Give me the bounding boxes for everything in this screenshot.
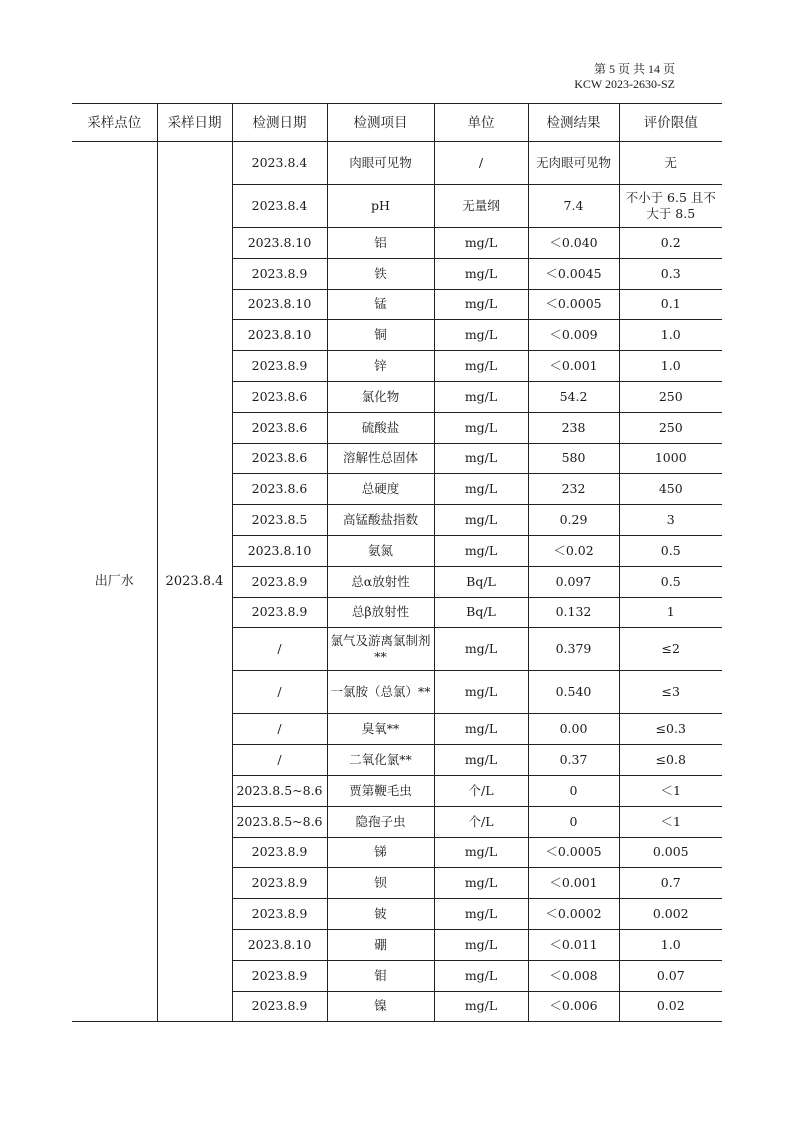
unit-cell: mg/L <box>434 289 528 320</box>
limit-cell: 0.5 <box>619 566 722 597</box>
test-date-cell: 2023.8.4 <box>232 185 327 228</box>
limit-cell: 0.2 <box>619 228 722 259</box>
result-cell: 238 <box>528 412 619 443</box>
unit-cell: mg/L <box>434 628 528 671</box>
test-date-cell: / <box>232 628 327 671</box>
limit-cell: 1.0 <box>619 320 722 351</box>
col-header-test-item: 检测项目 <box>327 104 434 142</box>
col-header-result: 检测结果 <box>528 104 619 142</box>
unit-cell: Bq/L <box>434 566 528 597</box>
limit-cell: ≤3 <box>619 671 722 714</box>
unit-cell: mg/L <box>434 899 528 930</box>
test-date-cell: 2023.8.6 <box>232 381 327 412</box>
sample-date-cell: 2023.8.4 <box>157 142 232 1022</box>
test-date-cell: / <box>232 714 327 745</box>
test-item-cell: 氯化物 <box>327 381 434 412</box>
test-date-cell: 2023.8.9 <box>232 960 327 991</box>
test-date-cell: 2023.8.9 <box>232 351 327 382</box>
col-header-test-date: 检测日期 <box>232 104 327 142</box>
test-date-cell: 2023.8.9 <box>232 566 327 597</box>
col-header-unit: 单位 <box>434 104 528 142</box>
result-cell: 54.2 <box>528 381 619 412</box>
test-date-cell: 2023.8.10 <box>232 929 327 960</box>
result-cell: ＜0.0005 <box>528 289 619 320</box>
unit-cell: mg/L <box>434 228 528 259</box>
result-cell: 0.29 <box>528 505 619 536</box>
result-cell: 7.4 <box>528 185 619 228</box>
report-number: KCW 2023-2630-SZ <box>574 77 675 91</box>
unit-cell: mg/L <box>434 381 528 412</box>
result-cell: 0.00 <box>528 714 619 745</box>
test-date-cell: 2023.8.6 <box>232 443 327 474</box>
result-cell: ＜0.0002 <box>528 899 619 930</box>
test-item-cell: 硫酸盐 <box>327 412 434 443</box>
limit-cell: ≤0.3 <box>619 714 722 745</box>
test-item-cell: 总硬度 <box>327 474 434 505</box>
result-cell: ＜0.008 <box>528 960 619 991</box>
test-item-cell: 溶解性总固体 <box>327 443 434 474</box>
result-cell: 0.37 <box>528 745 619 776</box>
limit-cell: 0.5 <box>619 535 722 566</box>
test-date-cell: 2023.8.9 <box>232 837 327 868</box>
table-row <box>72 142 722 185</box>
unit-cell: mg/L <box>434 474 528 505</box>
test-item-cell: 贾第鞭毛虫 <box>327 775 434 806</box>
test-item-cell: 锌 <box>327 351 434 382</box>
test-date-cell: 2023.8.5~8.6 <box>232 806 327 837</box>
limit-cell: 0.1 <box>619 289 722 320</box>
unit-cell: mg/L <box>434 412 528 443</box>
test-date-cell: 2023.8.10 <box>232 535 327 566</box>
result-cell: ＜0.040 <box>528 228 619 259</box>
test-date-cell: 2023.8.10 <box>232 320 327 351</box>
result-cell: ＜0.0005 <box>528 837 619 868</box>
test-item-cell: 镍 <box>327 991 434 1022</box>
test-date-cell: 2023.8.9 <box>232 868 327 899</box>
test-item-cell: 总α放射性 <box>327 566 434 597</box>
result-cell: 无肉眼可见物 <box>528 142 619 185</box>
test-date-cell: 2023.8.9 <box>232 899 327 930</box>
result-cell: ＜0.001 <box>528 351 619 382</box>
limit-cell: 无 <box>619 142 722 185</box>
result-cell: 0.097 <box>528 566 619 597</box>
unit-cell: mg/L <box>434 960 528 991</box>
limit-cell: 0.02 <box>619 991 722 1022</box>
test-item-cell: 硼 <box>327 929 434 960</box>
test-item-cell: 肉眼可见物 <box>327 142 434 185</box>
page-number: 第 5 页 共 14 页 <box>593 62 675 76</box>
limit-cell: 250 <box>619 412 722 443</box>
unit-cell: mg/L <box>434 258 528 289</box>
test-date-cell: 2023.8.5~8.6 <box>232 775 327 806</box>
limit-cell: ≤0.8 <box>619 745 722 776</box>
result-cell: ＜0.02 <box>528 535 619 566</box>
test-item-cell: 氯气及游离氯制剂** <box>327 628 434 671</box>
unit-cell: mg/L <box>434 929 528 960</box>
test-item-cell: 氨氮 <box>327 535 434 566</box>
result-cell: ＜0.001 <box>528 868 619 899</box>
result-cell: 580 <box>528 443 619 474</box>
test-item-cell: pH <box>327 185 434 228</box>
test-item-cell: 铍 <box>327 899 434 930</box>
test-date-cell: / <box>232 671 327 714</box>
test-date-cell: 2023.8.10 <box>232 228 327 259</box>
unit-cell: mg/L <box>434 505 528 536</box>
test-item-cell: 铁 <box>327 258 434 289</box>
unit-cell: Bq/L <box>434 597 528 628</box>
test-item-cell: 铜 <box>327 320 434 351</box>
result-cell: 232 <box>528 474 619 505</box>
test-item-cell: 锑 <box>327 837 434 868</box>
sample-point-cell: 出厂水 <box>72 142 157 1022</box>
limit-cell: 1.0 <box>619 351 722 382</box>
unit-cell: mg/L <box>434 991 528 1022</box>
test-item-cell: 总β放射性 <box>327 597 434 628</box>
result-cell: ＜0.0045 <box>528 258 619 289</box>
unit-cell: mg/L <box>434 320 528 351</box>
col-header-sample-date: 采样日期 <box>157 104 232 142</box>
test-date-cell: 2023.8.9 <box>232 258 327 289</box>
test-date-cell: 2023.8.10 <box>232 289 327 320</box>
results-table <box>72 103 722 1022</box>
test-item-cell: 一氯胺（总氯）** <box>327 671 434 714</box>
limit-cell: 1 <box>619 597 722 628</box>
test-date-cell: 2023.8.5 <box>232 505 327 536</box>
test-date-cell: 2023.8.9 <box>232 991 327 1022</box>
test-date-cell: 2023.8.6 <box>232 474 327 505</box>
unit-cell: / <box>434 142 528 185</box>
result-cell: 0.540 <box>528 671 619 714</box>
test-date-cell: / <box>232 745 327 776</box>
limit-cell: ＜1 <box>619 775 722 806</box>
test-item-cell: 高锰酸盐指数 <box>327 505 434 536</box>
unit-cell: mg/L <box>434 351 528 382</box>
unit-cell: 个/L <box>434 775 528 806</box>
limit-cell: 250 <box>619 381 722 412</box>
test-item-cell: 钡 <box>327 868 434 899</box>
result-cell: ＜0.006 <box>528 991 619 1022</box>
test-date-cell: 2023.8.4 <box>232 142 327 185</box>
unit-cell: 个/L <box>434 806 528 837</box>
result-cell: ＜0.011 <box>528 929 619 960</box>
limit-cell: 450 <box>619 474 722 505</box>
limit-cell: 0.3 <box>619 258 722 289</box>
limit-cell: 1.0 <box>619 929 722 960</box>
col-header-limit: 评价限值 <box>619 104 722 142</box>
unit-cell: 无量纲 <box>434 185 528 228</box>
test-item-cell: 二氧化氯** <box>327 745 434 776</box>
test-item-cell: 铝 <box>327 228 434 259</box>
result-cell: 0.379 <box>528 628 619 671</box>
limit-cell: 0.7 <box>619 868 722 899</box>
limit-cell: 1000 <box>619 443 722 474</box>
test-date-cell: 2023.8.6 <box>232 412 327 443</box>
col-header-sample-point: 采样点位 <box>72 104 157 142</box>
limit-cell: ＜1 <box>619 806 722 837</box>
table-body <box>72 142 722 1022</box>
limit-cell: 0.002 <box>619 899 722 930</box>
result-cell: 0 <box>528 775 619 806</box>
unit-cell: mg/L <box>434 443 528 474</box>
page-header <box>574 62 675 92</box>
test-item-cell: 隐孢子虫 <box>327 806 434 837</box>
result-cell: 0 <box>528 806 619 837</box>
table-header-row <box>72 104 722 142</box>
test-item-cell: 臭氧** <box>327 714 434 745</box>
test-item-cell: 锰 <box>327 289 434 320</box>
result-cell: ＜0.009 <box>528 320 619 351</box>
limit-cell: 3 <box>619 505 722 536</box>
unit-cell: mg/L <box>434 745 528 776</box>
limit-cell: ≤2 <box>619 628 722 671</box>
unit-cell: mg/L <box>434 868 528 899</box>
unit-cell: mg/L <box>434 535 528 566</box>
unit-cell: mg/L <box>434 837 528 868</box>
unit-cell: mg/L <box>434 714 528 745</box>
limit-cell: 不小于 6.5 且不大于 8.5 <box>619 185 722 228</box>
test-date-cell: 2023.8.9 <box>232 597 327 628</box>
limit-cell: 0.07 <box>619 960 722 991</box>
result-cell: 0.132 <box>528 597 619 628</box>
test-item-cell: 钼 <box>327 960 434 991</box>
unit-cell: mg/L <box>434 671 528 714</box>
limit-cell: 0.005 <box>619 837 722 868</box>
